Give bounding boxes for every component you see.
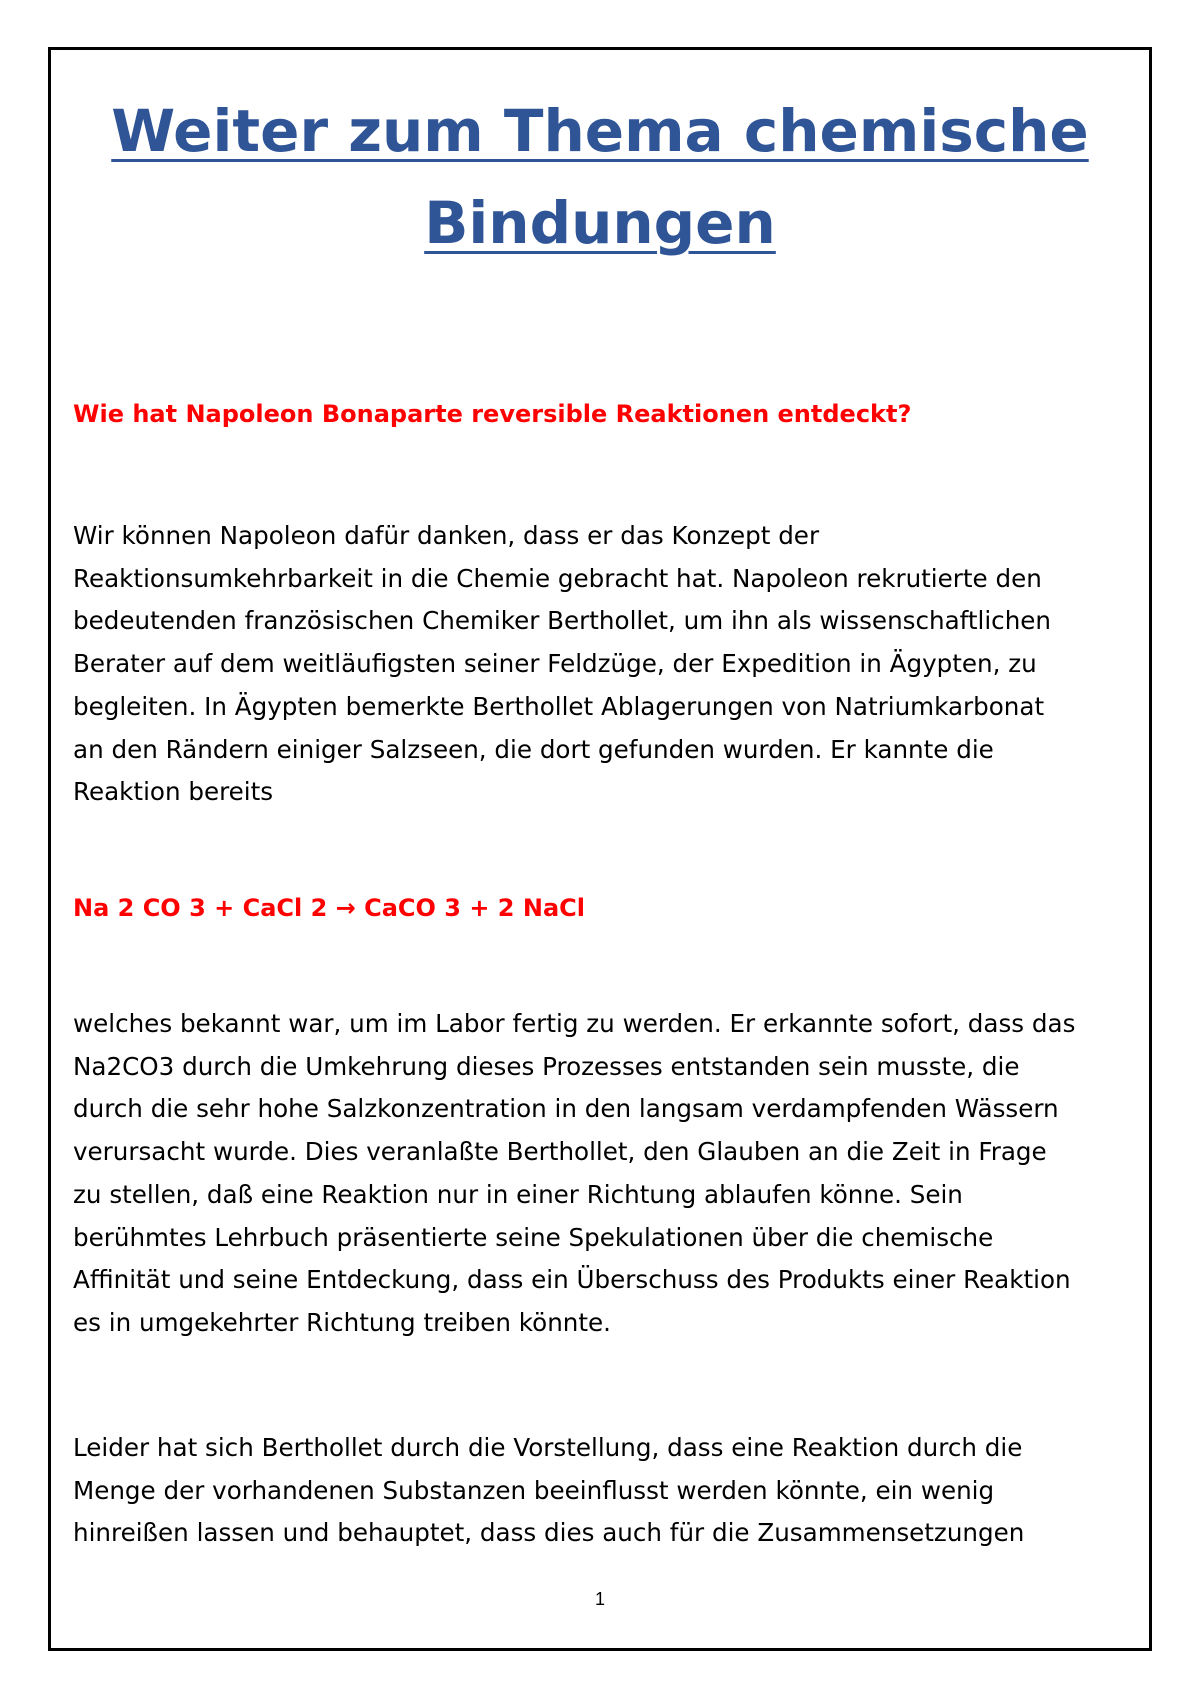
paragraph-line: Na2CO3 durch die Umkehrung dieses Prozesses entstanden sein musste, die	[73, 1051, 1020, 1081]
paragraph-line: durch die sehr hohe Salzkonzentration in den langsam verdampfenden Wässern	[73, 1094, 1059, 1124]
paragraph-line: welches bekannt war, um im Labor fertig zu werden. Er erkannte sofort, dass das	[73, 1009, 1076, 1038]
paragraph-3	[73, 1427, 1153, 1555]
paragraph-line: berühmtes Lehrbuch präsentierte seine Spekulationen über die chemische	[73, 1222, 994, 1252]
paragraph-line: Affinität und seine Entdeckung, dass ein Überschuss des Produkts einer Reaktion	[73, 1265, 1071, 1295]
paragraph-1	[73, 515, 1153, 814]
page-border	[48, 47, 1152, 1651]
paragraph-line: verursacht wurde. Dies veranlaßte Berthollet, den Glauben an die Zeit in Frage	[73, 1137, 1047, 1167]
section-question: Wie hat Napoleon Bonaparte reversible Reaktionen entdeckt?	[73, 400, 912, 428]
paragraph-line: begleiten. In Ägypten bemerkte Berthollet Ablagerungen von Natriumkarbonat	[73, 691, 1045, 721]
paragraph-line: Berater auf dem weitläufigsten seiner Feldzüge, der Expedition in Ägypten, zu	[73, 649, 1037, 679]
paragraph-line: an den Rändern einiger Salzseen, die dort gefunden wurden. Er kannte die	[73, 734, 994, 764]
chemical-equation: Na 2 CO 3 + CaCl 2 → CaCO 3 + 2 NaCl	[73, 894, 585, 922]
paragraph-2	[73, 1003, 1153, 1345]
paragraph-line: hinreißen lassen und behauptet, dass dies auch für die Zusammensetzungen	[73, 1518, 1025, 1548]
paragraph-line: Reaktionsumkehrbarkeit in die Chemie gebracht hat. Napoleon rekrutierte den	[73, 563, 1042, 593]
paragraph-line: bedeutenden französischen Chemiker Berthollet, um ihn als wissenschaftlichen	[73, 606, 1052, 636]
paragraph-line: Wir können Napoleon dafür danken, dass er das Konzept der	[73, 521, 820, 550]
paragraph-line: Leider hat sich Berthollet durch die Vorstellung, dass eine Reaktion durch die	[73, 1433, 1023, 1462]
paragraph-line: zu stellen, daß eine Reaktion nur in einer Richtung ablaufen könne. Sein	[73, 1179, 963, 1209]
document-title: Weiter zum Thema chemische Bindungen	[111, 97, 1089, 257]
paragraph-line: Menge der vorhandenen Substanzen beeinflusst werden könnte, ein wenig	[73, 1475, 995, 1505]
paragraph-line: Reaktion bereits	[73, 777, 274, 807]
page-number: 1	[594, 1589, 605, 1609]
paragraph-line: es in umgekehrter Richtung treiben könnte.	[73, 1307, 611, 1337]
